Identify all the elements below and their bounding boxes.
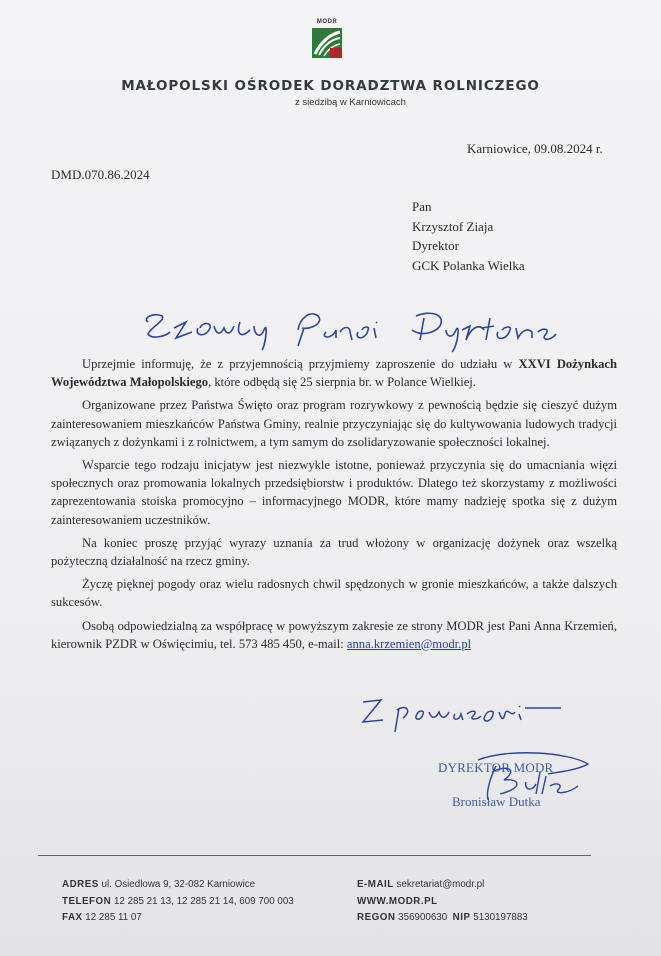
organization-subtitle: z siedzibą w Karniowicach [295, 97, 406, 108]
event-name: XXVI Dożynkach Województwa Małopolskiego [51, 357, 617, 390]
recipient-address [412, 197, 525, 275]
paragraph-text: Uprzejmie informuję, że z przyjemnością przyjmiemy zaproszenie do udziału w [82, 357, 519, 371]
recipient-line: Pan [412, 199, 432, 214]
paragraph: Wsparcie tego rodzaju inicjatyw jest niezwykle istotne, ponieważ przyczynia się do umacniania więzi społecznych oraz promowania lokalnych przedsiębiorstw i produktów. Dlatego też skorzystamy z możliwości zaprezentowania stoiska promocyjno – informacyjnego MODR, które mamy nadzieję spotka się z dużym zainteresowaniem uczestników. [51, 458, 617, 527]
footer-label: NIP [452, 912, 471, 923]
logo-text: MODR [316, 19, 338, 25]
paragraph: Życzę pięknej pogody oraz wielu radosnych chwil spędzonych w gronie mieszkańców, a także dalszych sukcesów. [51, 577, 617, 610]
paragraph-text: Osobą odpowiedzialną za współpracę w powyższym zakresie ze strony MODR jest Pani Anna Krzemień, kierownik PZDR w Oświęcimiu, tel. 573 485 450, e-mail: [51, 618, 617, 651]
modr-logo-icon [306, 22, 348, 64]
footer-regon: 356900630 [398, 912, 448, 923]
footer-phone: 12 285 21 13, 12 285 21 14, 609 700 003 [113, 895, 294, 907]
footer-contact-right [357, 877, 528, 927]
footer-nip: 5130197883 [473, 912, 528, 923]
paragraph [51, 617, 617, 653]
footer-label: REGON [357, 912, 396, 923]
signatory-title: DYREKTOR MODR [438, 760, 554, 775]
footer-label: TELEFON [62, 895, 112, 907]
handwritten-salutation [140, 300, 560, 360]
footer-address: ul. Osiedlowa 9, 32-082 Karniowice [101, 879, 256, 890]
paragraph-text: , które odbędą się 25 sierpnia br. w Polance Wielkiej. [208, 375, 476, 390]
paragraph: Na koniec proszę przyjąć wyrazy uznania za trud włożony w organizację dożynek oraz wszelką pożyteczną działalność na rzecz gminy. [51, 535, 617, 569]
footer-contact-left [62, 877, 294, 927]
organization-name: MAŁOPOLSKI OŚRODEK DORADZTWA ROLNICZEGO [121, 78, 540, 94]
footer-label: FAX [62, 912, 83, 923]
letter-date: Karniowice, 09.08.2024 r. [467, 141, 603, 156]
footer-website[interactable]: WWW.MODR.PL [357, 895, 438, 907]
contact-email-link[interactable]: anna.krzemien@modr.pl [346, 636, 472, 651]
handwritten-closing [355, 688, 565, 738]
handwritten-signature [438, 748, 598, 808]
footer-label: E-MAIL [357, 879, 394, 890]
paragraph: Organizowane przez Państwa Święto oraz program rozrywkowy z pewnością będzie się cieszyć dużym zainteresowaniem mieszkańców Państwa Gminy, realnie przyczyniając się do kultywowania ludowych tradycji związanych z dożynkami i z rolnictwem, a tym samym do zsolidaryzowanie społeczności lokalnej. [51, 398, 617, 449]
reference-number: DMD.070.86.2024 [51, 167, 150, 182]
signatory-name: Bronisław Dutka [452, 794, 541, 809]
recipient-line: GCK Polanka Wielka [412, 257, 525, 273]
footer-label: ADRES [62, 879, 99, 890]
recipient-line: Dyrektor [412, 238, 459, 253]
paragraph [51, 355, 617, 391]
footer-divider [38, 855, 591, 856]
footer-email[interactable]: sekretariat@modr.pl [396, 879, 485, 890]
recipient-line: Krzysztof Ziaja [412, 218, 494, 234]
footer-fax: 12 285 11 07 [85, 912, 142, 923]
letter-body [51, 355, 617, 658]
